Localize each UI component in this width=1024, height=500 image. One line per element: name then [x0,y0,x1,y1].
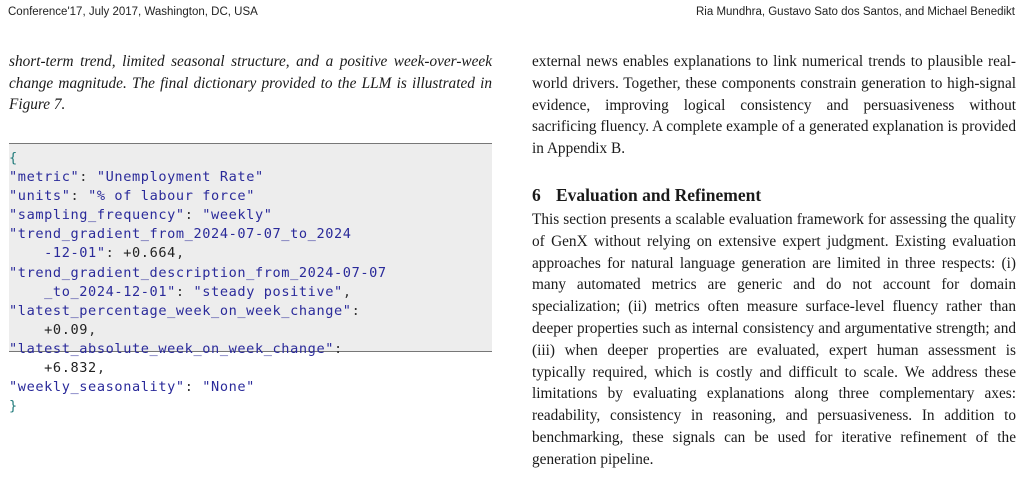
left-column [9,51,492,116]
body-paragraph: This section presents a scalable evaluation framework for assessing the quality of GenX without relying on extensive expert judgment. Existing evaluation approaches for natural language generation are limited in three respects: (i) many automated metrics are generic and do not account for domain specialization; (ii) metrics often measure surface-level fluency rather than deeper properties such as internal consistency and argumentative strength; and (iii) when deeper properties are evaluated, expert human assessment is typically required, which is costly and difficult to scale. We address these limitations by evaluating explanations along three complementary axes: readability, consistency in reasoning, and persuasiveness. In addition to benchmarking, these signals can be used for iterative refinement of the generation pipeline. [532,211,1016,468]
header-authors: Ria Mundhra, Gustavo Sato dos Santos, and Michael Benedikt [696,6,1015,18]
body-paragraph: external news enables explanations to link numerical trends to plausible real-world drivers. Together, these components constrain generation to high-signal evidence, improving logical consistency and persuasiveness without sacrificing fluency. A complete example of a generated explanation is provided in Appendix B. [532,53,1016,158]
code-block [9,144,492,416]
code-line [9,225,492,244]
code-value: +0.664 [123,245,176,262]
code-line: "sampling_frequency": "weekly" [9,207,273,224]
code-line: "units": "% of labour force" [9,188,255,205]
code-line: "latest_percentage_week_on_week_change": [9,302,361,319]
code-line: "metric": "Unemployment Rate" [9,169,264,186]
section-number: 6 [532,185,541,205]
code-value: +6.832 [44,360,97,377]
code-line: +6.832, [44,360,106,377]
code-key: "sampling_frequency" [9,207,185,224]
code-line: "latest_absolute_week_on_week_change": [9,340,343,357]
code-value: +0.09 [44,321,89,338]
code-line: -12-01": +0.664, [44,245,185,262]
code-line: +0.09, [44,321,97,338]
section-heading [532,184,761,206]
code-value: "% of labour force" [88,188,255,205]
code-key: "units" [9,188,71,205]
code-line: "weekly_seasonality": "None" [9,379,255,396]
code-key: "latest_percentage_week_on_week_change" [9,302,352,319]
header-venue: Conference'17, July 2017, Washington, DC, USA [8,6,258,18]
code-line: _to_2024-12-01": "steady positive", [44,283,352,300]
code-key: "latest_absolute_week_on_week_change" [9,340,335,357]
code-value: "weekly" [202,207,273,224]
code-key: "trend_gradient_description_from_2024-07-07 [9,264,387,281]
section-title: Evaluation and Refinement [556,185,762,205]
code-listing [9,143,492,415]
code-key: "trend_gradient_from_2024-07-07_to_2024 [9,226,352,243]
code-key: "weekly_seasonality" [9,379,185,396]
code-line [9,264,492,283]
code-close-brace: } [9,398,18,415]
code-value: "steady positive" [193,283,343,300]
code-open-brace: { [9,150,18,166]
intro-paragraph: short-term trend, limited seasonal structure, and a positive week-over-week change magnitude. The final dictionary provided to the LLM is illustrated in Figure 7. [9,53,492,113]
code-value: "None" [202,379,255,396]
code-key-continuation: _to_2024-12-01" [44,283,176,300]
code-value: "Unemployment Rate" [96,169,264,186]
code-key-continuation: -12-01" [44,245,106,262]
code-key: "metric" [9,169,80,186]
